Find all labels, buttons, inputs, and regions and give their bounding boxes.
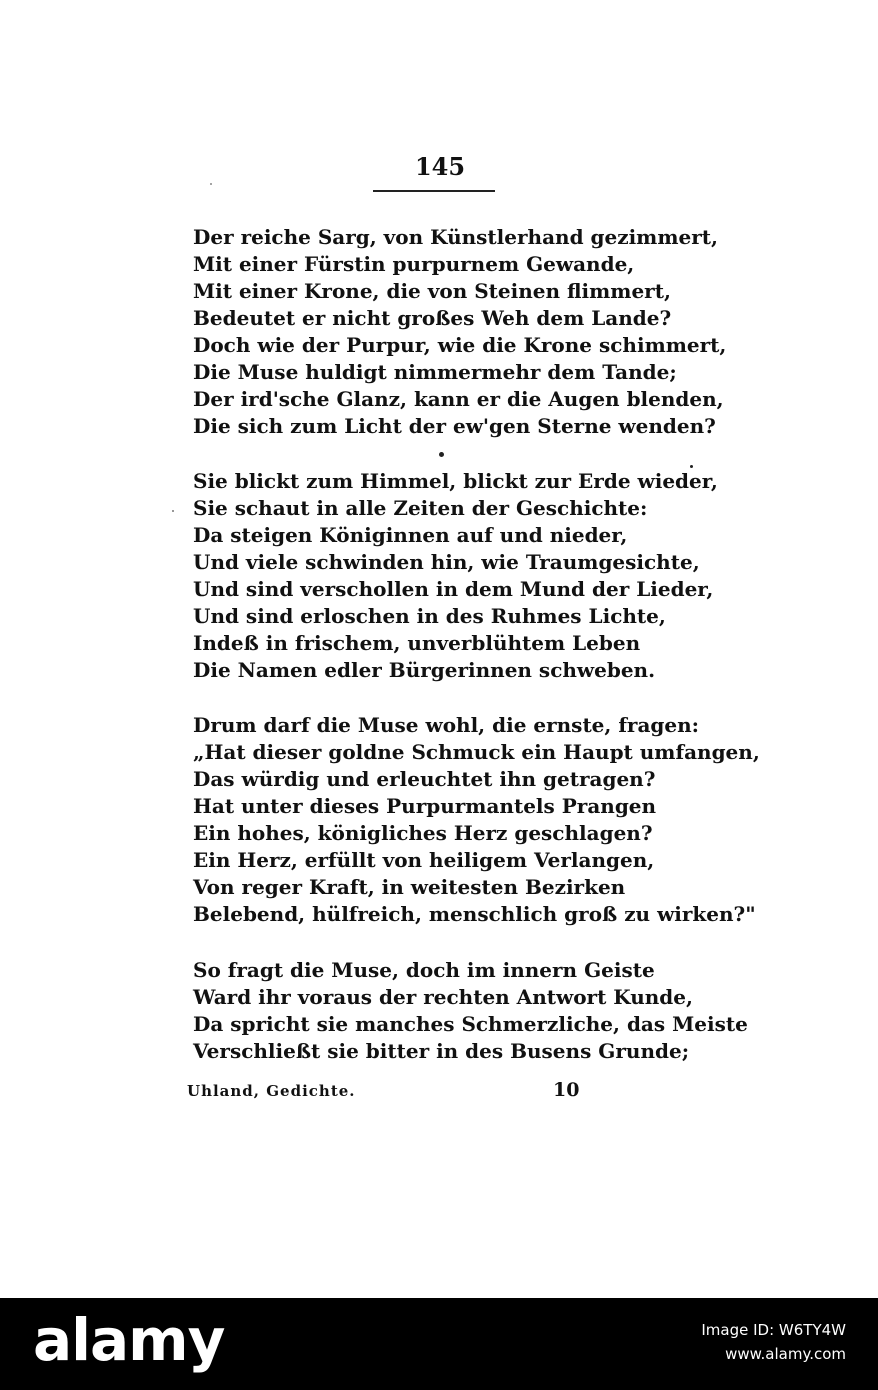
ink-speck	[210, 183, 212, 185]
footer-book-title: Uhland, Gedichte.	[187, 1082, 356, 1100]
ink-speck	[690, 465, 693, 468]
verse-line: Und viele schwinden hin, wie Traumgesichte,	[193, 550, 700, 574]
verse-line: Die Namen edler Bürgerinnen schweben.	[193, 658, 656, 682]
verse-line: Und sind erloschen in des Ruhmes Lichte,	[193, 604, 666, 628]
verse-line: Ein Herz, erfüllt von heiligem Verlangen,	[193, 848, 655, 872]
signature-mark: 10	[553, 1079, 580, 1101]
verse-line: Da spricht sie manches Schmerzliche, das Meiste	[193, 1012, 748, 1036]
ink-speck	[172, 510, 174, 512]
page-number-rule	[373, 190, 495, 192]
verse-line: „Hat dieser goldne Schmuck ein Haupt umfangen,	[193, 740, 760, 764]
verse-line: Der reiche Sarg, von Künstlerhand gezimmert,	[193, 225, 718, 249]
verse-line: Von reger Kraft, in weitesten Bezirken	[193, 875, 626, 899]
verse-line: Drum darf die Muse wohl, die ernste, fragen:	[193, 713, 700, 737]
verse-line: Da steigen Königinnen auf und nieder,	[193, 523, 628, 547]
site-url: www.alamy.com	[725, 1345, 846, 1363]
verse-line: So fragt die Muse, doch im innern Geiste	[193, 958, 655, 982]
verse-line: Die Muse huldigt nimmermehr dem Tande;	[193, 360, 677, 384]
watermark-info	[701, 1318, 846, 1366]
verse-line: Und sind verschollen in dem Mund der Lieder,	[193, 577, 714, 601]
verse-line: Sie schaut in alle Zeiten der Geschichte:	[193, 496, 648, 520]
stanza-3	[193, 712, 760, 928]
page-number: 145	[414, 152, 466, 181]
verse-line: Ward ihr voraus der rechten Antwort Kunde,	[193, 985, 693, 1009]
verse-line: Mit einer Krone, die von Steinen flimmert,	[193, 279, 671, 303]
stanza-1	[193, 224, 726, 440]
verse-line: Das würdig und erleuchtet ihn getragen?	[193, 767, 656, 791]
verse-line: Mit einer Fürstin purpurnem Gewande,	[193, 252, 635, 276]
watermark-logo: alamy	[33, 1306, 225, 1374]
verse-line: Belebend, hülfreich, menschlich groß zu wirken?"	[193, 902, 756, 926]
verse-line: Die sich zum Licht der ew'gen Sterne wenden?	[193, 414, 716, 438]
verse-line: Verschließt sie bitter in des Busens Grunde;	[193, 1039, 690, 1063]
verse-line: Ein hohes, königliches Herz geschlagen?	[193, 821, 653, 845]
ink-speck	[439, 452, 444, 457]
verse-line: Der ird'sche Glanz, kann er die Augen blenden,	[193, 387, 724, 411]
verse-line: Indeß in frischem, unverblühtem Leben	[193, 631, 641, 655]
stanza-2	[193, 468, 718, 684]
verse-line: Bedeutet er nicht großes Weh dem Lande?	[193, 306, 672, 330]
verse-line: Sie blickt zum Himmel, blickt zur Erde wieder,	[193, 469, 718, 493]
watermark-bar	[0, 1298, 878, 1390]
image-id: Image ID: W6TY4W	[701, 1321, 846, 1339]
stanza-4	[193, 957, 748, 1065]
verse-line: Doch wie der Purpur, wie die Krone schimmert,	[193, 333, 727, 357]
verse-line: Hat unter dieses Purpurmantels Prangen	[193, 794, 657, 818]
